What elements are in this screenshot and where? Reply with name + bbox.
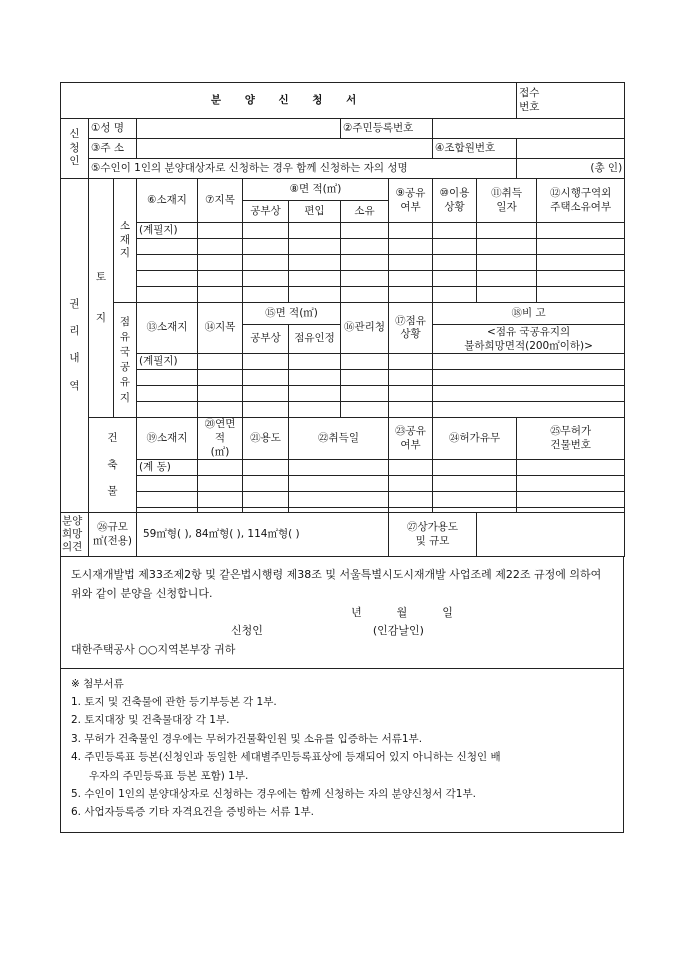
size-label: ㉖규모 ㎡(전용) <box>89 513 137 557</box>
attachments-header: ※ 첨부서류 <box>71 677 124 690</box>
rrn-field[interactable] <box>433 119 625 139</box>
nat-cell[interactable] <box>389 354 433 370</box>
nat-location-header: ⑬소재지 <box>137 303 198 354</box>
location-header: ⑥소재지 <box>137 179 198 223</box>
nat-cell[interactable] <box>433 354 625 370</box>
occupancy-header: ⑰점유 상황 <box>389 303 433 354</box>
bld-use-header: ㉑용도 <box>243 418 289 460</box>
land-location-label: 소 재 지 <box>114 179 137 303</box>
declaration-box <box>60 557 624 668</box>
applicant-signature-label: 신청인 <box>231 624 263 638</box>
land-cell[interactable] <box>289 223 341 239</box>
commercial-field[interactable] <box>477 513 625 557</box>
nat-area-occupy-header: 점유인정 <box>289 325 341 354</box>
lot-detail-label: (계필지) <box>137 223 198 239</box>
attachment-item: 1. 토지 및 건축물에 관한 등기부등본 각 1부. <box>71 696 277 709</box>
attachment-item: 4. 주민등록표 등본(신청인과 동일한 세대별주민등록표상에 등재되어 있지 아니하는 신청인 배 <box>71 751 501 764</box>
area-header: ⑧면 적(㎡) <box>243 179 389 201</box>
acquisition-date-header: ⑪취득 일자 <box>477 179 537 223</box>
land-cell[interactable] <box>198 223 243 239</box>
land-row[interactable] <box>61 271 625 287</box>
usage-header: ⑩이용 상황 <box>433 179 477 223</box>
bld-acquisition-header: ㉒취득일 <box>289 418 389 460</box>
attachment-item: 2. 토지대장 및 건축물대장 각 1부. <box>71 714 230 727</box>
land-row[interactable] <box>61 287 625 303</box>
bld-detail-label: (계 동) <box>137 460 198 476</box>
land-label: 토 지 <box>89 179 114 418</box>
name-field[interactable] <box>137 119 341 139</box>
land-cell[interactable] <box>537 223 625 239</box>
declaration-date[interactable]: 년 월 일 <box>351 605 453 619</box>
applicant-section-label: 신 청 인 <box>61 119 89 179</box>
nat-row[interactable] <box>61 386 625 402</box>
national-land-label: 점 유 국 공 유 지 <box>114 303 137 418</box>
commercial-label: ㉗상가용도 및 규모 <box>389 513 477 557</box>
declaration-text: 도시재개발법 제33조제2항 및 같은법시행령 제38조 및 서울특별시도시재개발 사업조례 제22조 규정에 의하여 위와 같이 분양을 신청합니다. <box>71 568 602 600</box>
nat-area-header: ⑮면 적(㎡) <box>243 303 341 325</box>
bld-shared-header: ㉓공유 여부 <box>389 418 433 460</box>
member-number-field[interactable] <box>517 139 625 159</box>
nat-cell[interactable] <box>243 354 289 370</box>
address-field[interactable] <box>137 139 433 159</box>
nat-lot-detail-label: (계필지) <box>137 354 198 370</box>
management-office-header: ⑯관리청 <box>341 303 389 354</box>
permit-header: ㉔허가유무 <box>433 418 517 460</box>
hope-section-label: 분양 희망 의견 <box>61 513 89 557</box>
bld-cell[interactable] <box>289 460 389 476</box>
rrn-label: ②주민등록번호 <box>341 119 433 139</box>
floor-area-header: ⑳연면적 (㎡) <box>198 418 243 460</box>
remarks-header: ⑱비 고 <box>433 303 625 325</box>
member-number-label: ④조합원번호 <box>433 139 517 159</box>
address-label: ③주 소 <box>89 139 137 159</box>
receipt-number-label: 접수 번호 <box>517 83 625 119</box>
attachments-box <box>60 669 624 833</box>
attachment-item: 우자의 주민등록표 등본 포함) 1부. <box>89 769 249 782</box>
land-row[interactable] <box>61 239 625 255</box>
unpermitted-number-header: ㉕무허가 건물번호 <box>517 418 625 460</box>
land-cell[interactable] <box>389 223 433 239</box>
bld-cell[interactable] <box>389 460 433 476</box>
size-options[interactable]: 59㎡형( ), 84㎡형( ), 114㎡형( ) <box>137 513 389 557</box>
land-cell[interactable] <box>341 223 389 239</box>
shared-header: ⑨공유 여부 <box>389 179 433 223</box>
land-cell[interactable] <box>433 223 477 239</box>
bld-row[interactable] <box>61 492 625 508</box>
addressee: 대한주택공사 ○○지역본부장 귀하 <box>71 643 236 657</box>
nat-area-public-header: 공부상 <box>243 325 289 354</box>
bld-row[interactable] <box>61 476 625 492</box>
bld-cell[interactable] <box>433 460 517 476</box>
area-incorporated-header: 편입 <box>289 201 341 223</box>
attachment-item: 5. 수인이 1인의 분양대상자로 신청하는 경우에는 함께 신청하는 자의 분양신청서 각1부. <box>71 787 476 800</box>
seal-label[interactable]: (인감날인) <box>372 624 424 638</box>
remarks-subheader: <점유 국공유지의 불하희망면적(200㎡이하)> <box>433 325 625 354</box>
nat-cell[interactable] <box>198 354 243 370</box>
outside-house-header: ⑫시행구역외 주택소유여부 <box>537 179 625 223</box>
nat-lot-type-header: ⑭지목 <box>198 303 243 354</box>
building-label: 건 축 물 <box>89 418 137 513</box>
joint-applicant-label: ⑤수인이 1인의 분양대상자로 신청하는 경우 함께 신청하는 자의 성명 <box>89 159 517 179</box>
nat-cell[interactable] <box>341 354 389 370</box>
form-title: 분 양 신 청 서 <box>61 83 517 119</box>
rights-section-label: 권 리 내 역 <box>61 179 89 513</box>
nat-cell[interactable] <box>289 354 341 370</box>
attachment-item: 6. 사업자등록증 기타 자격요건을 증빙하는 서류 1부. <box>71 806 314 819</box>
attachment-item: 3. 무허가 건축물인 경우에는 무허가건물확인원 및 소유를 입증하는 서류1부. <box>71 732 423 745</box>
nat-row[interactable] <box>61 370 625 386</box>
bld-location-header: ⑲소재지 <box>137 418 198 460</box>
form-table <box>60 82 625 557</box>
bld-cell[interactable] <box>198 460 243 476</box>
name-label: ①성 명 <box>89 119 137 139</box>
nat-row[interactable] <box>61 402 625 418</box>
application-form <box>60 82 624 833</box>
area-public-header: 공부상 <box>243 201 289 223</box>
bld-cell[interactable] <box>517 460 625 476</box>
land-cell[interactable] <box>243 223 289 239</box>
joint-applicant-count[interactable]: (총 인) <box>517 159 625 179</box>
lot-type-header: ⑦지목 <box>198 179 243 223</box>
area-owned-header: 소유 <box>341 201 389 223</box>
land-row[interactable] <box>61 255 625 271</box>
land-cell[interactable] <box>477 223 537 239</box>
bld-cell[interactable] <box>243 460 289 476</box>
